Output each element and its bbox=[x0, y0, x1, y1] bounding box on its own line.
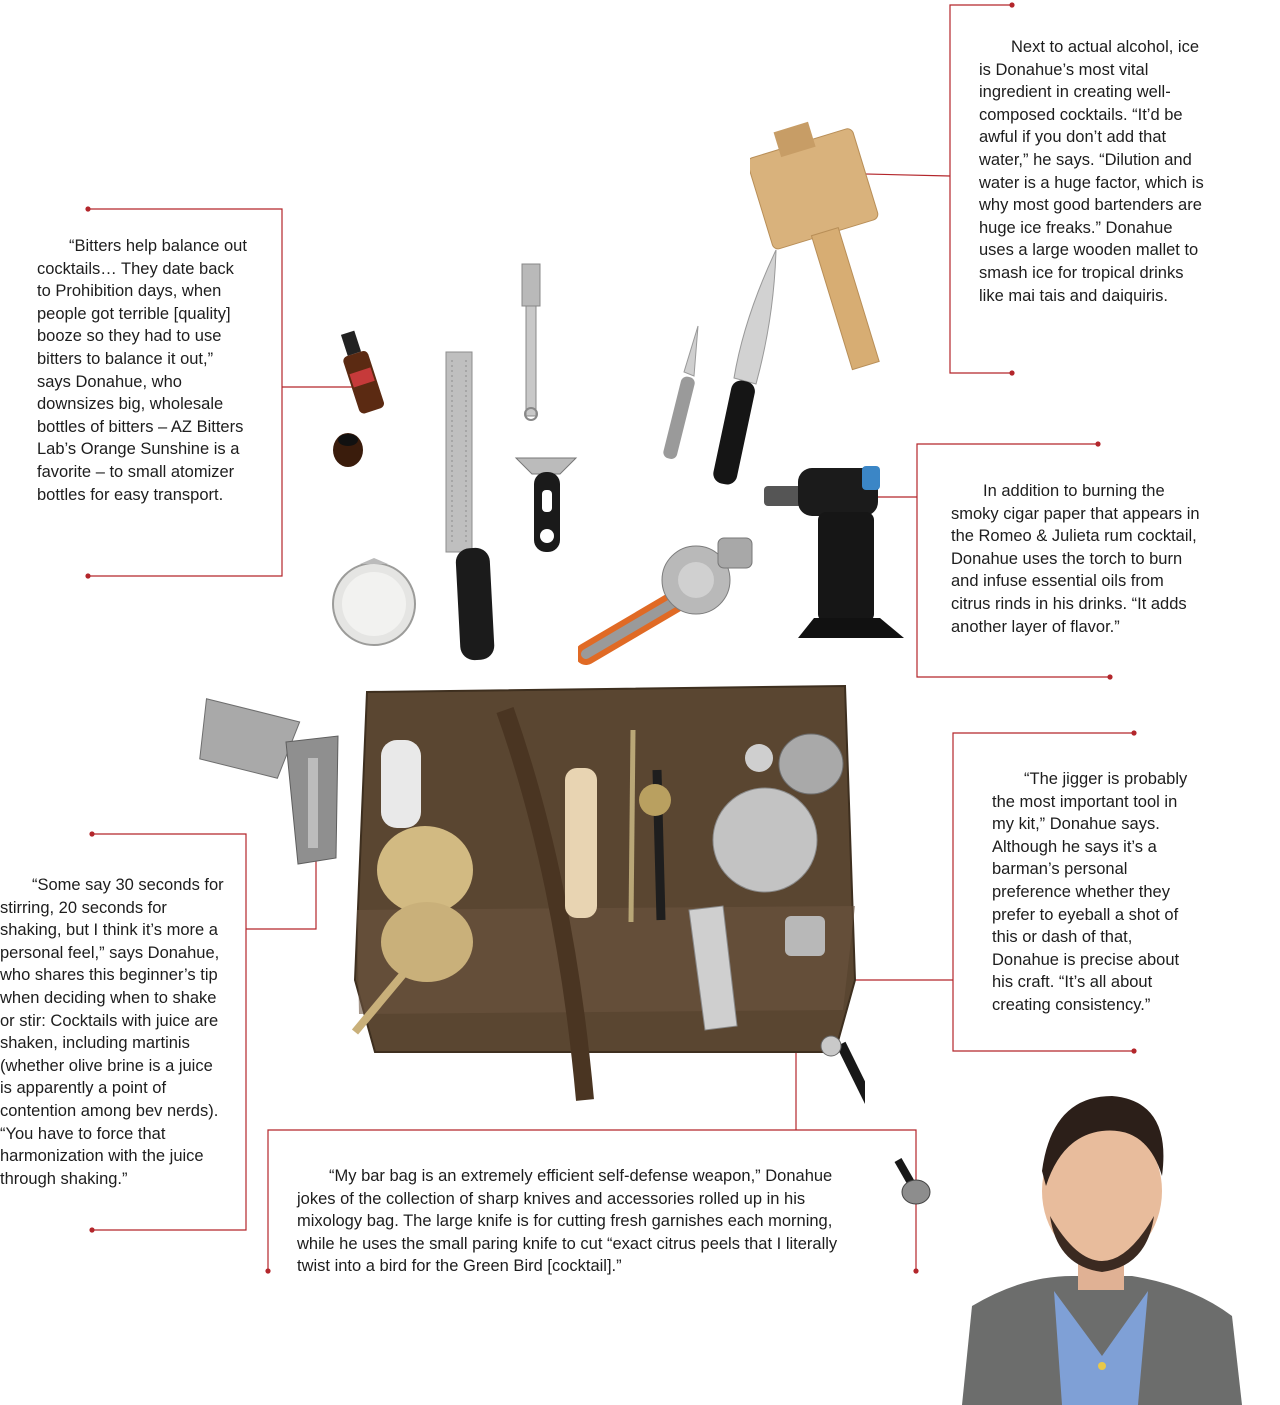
jigger-caption: “The jigger is probably the most important tool in my kit,” Donahue says. Although he says it’s a barman’s personal preference whether they prefer to eyeball a shot of this or dash of that, Donahue is precise about his craft. “It’s all about creating consistency.” bbox=[992, 770, 1188, 1014]
muddler-icon bbox=[565, 768, 597, 918]
shake-caption: “Some say 30 seconds for stirring, 20 seconds for shaking, but I think it’s more a personal feel,” says Donahue, who shares this beginner’s tip when deciding when to shake or stir: Cocktails with juice are shaken, including martinis (whether olive brine is a juice is apparently a point of contention among bev nerds). “You have to force that harmonization with the juice through shaking.” bbox=[0, 876, 224, 1188]
portrait-icon bbox=[962, 1076, 1242, 1405]
bar-spoon-icon bbox=[631, 730, 633, 922]
ice-caption: Next to actual alcohol, ice is Donahue’s most vital ingredient in creating well-composed cocktails. “It’d be awful if you don’t add that water,” he says. “Dilution and water is a huge factor, which is why most good bartenders are huge ice freaks.” Donahue uses a large wooden mallet to smash ice for tropical drinks like mai tais and daiquiris. bbox=[979, 38, 1204, 305]
measuring-cup-icon bbox=[330, 556, 420, 648]
citrus-press-icon bbox=[578, 534, 756, 668]
bar-spoon-end bbox=[894, 1158, 940, 1208]
zester-icon bbox=[440, 348, 502, 670]
bitters-caption: “Bitters help balance out cocktails… They date back to Prohibition days, when people got terrible [quality] booze so they had to use bitters to balance it out,” says Donahue, who downsizes big, wholesale bottles of bitters – AZ Bitters Lab’s Orange Sunshine is a favorite – to small atomizer bottles for easy transport. bbox=[37, 237, 247, 504]
bar-bag-icon bbox=[345, 680, 865, 1110]
bag-caption: “My bar bag is an extremely efficient self-defense weapon,” Donahue jokes of the collection of sharp knives and accessories rolled up in his mixology bag. The large knife is for cutting fresh garnishes each morning, while he uses the small paring knife to cut “exact citrus peels that I literally twist into a bird for the Green Bird [cocktail].” bbox=[297, 1167, 838, 1276]
channel-knife-icon bbox=[514, 262, 554, 424]
paring-knife-icon bbox=[658, 322, 708, 464]
torch-icon bbox=[758, 458, 910, 648]
torch-caption: In addition to burning the smoky cigar paper that appears in the Romeo & Julieta rum cocktail, Donahue uses the torch to burn and infuse essential oils from citrus rinds in his drinks. “It adds another layer of flavor.” bbox=[951, 482, 1200, 636]
bottle-opener bbox=[381, 740, 421, 828]
peeler-icon bbox=[510, 452, 582, 560]
shaker-tins-icon bbox=[190, 698, 350, 870]
bitters-bottle-icon bbox=[328, 330, 400, 475]
strainer-icon bbox=[377, 826, 473, 914]
chef-knife-icon bbox=[704, 248, 784, 493]
